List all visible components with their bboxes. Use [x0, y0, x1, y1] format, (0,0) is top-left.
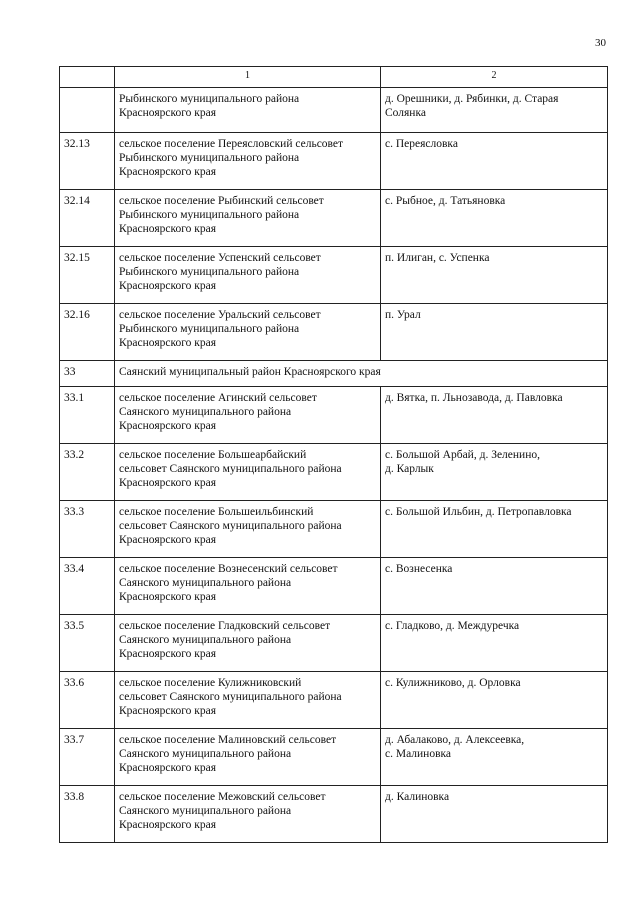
table-row — [60, 133, 608, 190]
municipality-name-cell: сельское поселение Переясловский сельсовет Рыбинского муниципального района Красноярского края — [115, 133, 381, 190]
municipality-name-cell: сельское поселение Малиновский сельсовет Саянского муниципального района Красноярского края — [115, 729, 381, 786]
table-row — [60, 558, 608, 615]
settlements-cell: п. Илиган, с. Успенка — [381, 247, 608, 304]
municipality-name-cell: сельское поселение Успенский сельсовет Рыбинского муниципального района Красноярского края — [115, 247, 381, 304]
settlements-cell: д. Абалаково, д. Алексеевка, с. Малиновка — [381, 729, 608, 786]
municipality-name-cell: сельское поселение Гладковский сельсовет Саянского муниципального района Красноярского края — [115, 615, 381, 672]
page-number: 30 — [595, 37, 606, 49]
header-cell-number — [60, 67, 115, 88]
settlements-cell: с. Рыбное, д. Татьяновка — [381, 190, 608, 247]
row-number-cell: 33 — [60, 361, 115, 387]
settlements-cell: с. Гладково, д. Междуречка — [381, 615, 608, 672]
row-number-cell: 33.3 — [60, 501, 115, 558]
municipality-name-cell: сельское поселение Уральский сельсовет Рыбинского муниципального района Красноярского края — [115, 304, 381, 361]
row-number-cell: 32.13 — [60, 133, 115, 190]
table-row — [60, 247, 608, 304]
row-number-cell: 32.16 — [60, 304, 115, 361]
table-row — [60, 615, 608, 672]
row-number-cell: 33.8 — [60, 786, 115, 843]
municipality-name-cell: сельское поселение Большеарбайский сельсовет Саянского муниципального района Красноярского края — [115, 444, 381, 501]
municipality-name-cell: Рыбинского муниципального района Красноярского края — [115, 88, 381, 133]
municipality-name-cell: сельское поселение Кулижниковский сельсовет Саянского муниципального района Красноярского края — [115, 672, 381, 729]
municipality-name-cell: сельское поселение Вознесенский сельсовет Саянского муниципального района Красноярского края — [115, 558, 381, 615]
table-row — [60, 672, 608, 729]
row-number-cell: 32.14 — [60, 190, 115, 247]
settlements-cell: с. Вознесенка — [381, 558, 608, 615]
row-number-cell: 33.5 — [60, 615, 115, 672]
settlements-table — [59, 66, 608, 843]
row-number-cell: 33.6 — [60, 672, 115, 729]
row-number-cell — [60, 88, 115, 133]
table-row — [60, 88, 608, 133]
settlements-cell: д. Орешники, д. Рябинки, д. Старая Солянка — [381, 88, 608, 133]
settlements-cell: д. Вятка, п. Льнозавода, д. Павловка — [381, 387, 608, 444]
table-row — [60, 786, 608, 843]
settlements-cell: п. Урал — [381, 304, 608, 361]
settlements-cell: с. Кулижниково, д. Орловка — [381, 672, 608, 729]
municipality-name-cell: сельское поселение Межовский сельсовет Саянского муниципального района Красноярского края — [115, 786, 381, 843]
table-row — [60, 190, 608, 247]
settlements-cell: д. Калиновка — [381, 786, 608, 843]
municipality-name-cell: сельское поселение Рыбинский сельсовет Рыбинского муниципального района Красноярского края — [115, 190, 381, 247]
table-row — [60, 304, 608, 361]
table-row — [60, 444, 608, 501]
table-header-row — [60, 67, 608, 88]
row-number-cell: 33.4 — [60, 558, 115, 615]
row-number-cell: 33.2 — [60, 444, 115, 501]
table-row — [60, 361, 608, 387]
row-number-cell: 33.1 — [60, 387, 115, 444]
table-row — [60, 501, 608, 558]
settlements-cell: с. Переясловка — [381, 133, 608, 190]
table-row — [60, 729, 608, 786]
settlements-cell: с. Большой Арбай, д. Зеленино, д. Карлык — [381, 444, 608, 501]
municipality-name-cell: сельское поселение Агинский сельсовет Саянского муниципального района Красноярского края — [115, 387, 381, 444]
row-number-cell: 33.7 — [60, 729, 115, 786]
municipality-name-cell: Саянский муниципальный район Красноярского края — [115, 361, 608, 387]
row-number-cell: 32.15 — [60, 247, 115, 304]
header-cell-col1: 1 — [115, 67, 381, 88]
settlements-cell: с. Большой Ильбин, д. Петропавловка — [381, 501, 608, 558]
municipality-name-cell: сельское поселение Большеильбинский сельсовет Саянского муниципального района Красноярского края — [115, 501, 381, 558]
header-cell-col2: 2 — [381, 67, 608, 88]
table-row — [60, 387, 608, 444]
